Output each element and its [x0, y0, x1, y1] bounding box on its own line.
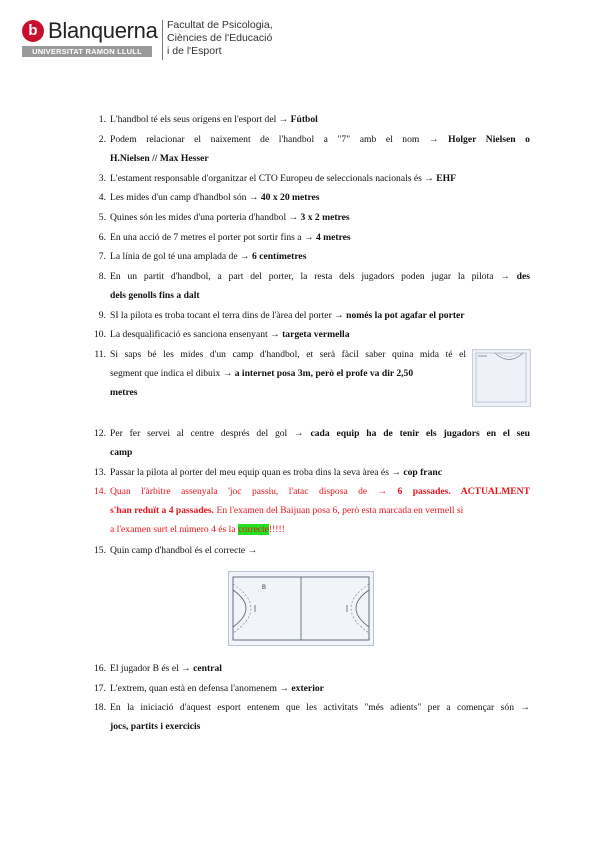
university-bar: UNIVERSITAT RAMON LLULL	[22, 46, 152, 57]
blanquerna-logo-icon: b	[22, 20, 44, 42]
header	[22, 18, 322, 64]
player-b-label: B	[262, 585, 267, 591]
handball-court-image	[228, 571, 374, 646]
brand-name: Blanquerna	[48, 18, 158, 43]
header-divider	[162, 20, 163, 60]
court-segment-image	[472, 349, 531, 407]
faculty-name: Facultat de Psicologia, Ciències de l'Educació i de l'Esport	[167, 19, 273, 57]
highlighted-word: correcte	[238, 524, 269, 535]
